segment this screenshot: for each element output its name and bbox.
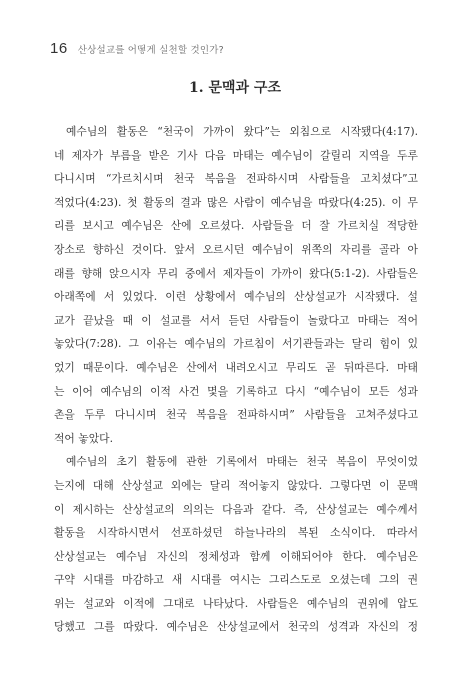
paragraph-1: [54, 120, 418, 450]
text-line: 촌을 두루 다니시며 천국 복음을 전파하시며” 사람들을 고쳐주셨다고: [54, 408, 418, 422]
text-line: 장소로 향하신 것이다. 앞서 오르시던 예수님이 위쪽의 자리를 골라 아: [54, 242, 418, 256]
text-line: 예수님의 활동은 “천국이 가까이 왔다”는 외침으로 시작됐다(4:17).: [66, 125, 418, 138]
text-line: 놓았다(7:28). 그 이유는 예수님의 가르침이 서기관들과는 달리 힘이 있: [54, 337, 418, 351]
text-line: 적었다(4:23). 첫 활동의 결과 많은 사람이 예수님을 따랐다(4:25). 이 무: [54, 195, 418, 209]
body-text: [54, 120, 418, 639]
text-line: 네 제자가 부름을 받은 기사 다음 마태는 예수님이 갈릴리 지역을 두루: [54, 148, 418, 162]
text-line: 산상설교는 예수님 자신의 정체성과 함께 이해되어야 한다. 예수님은: [54, 549, 418, 563]
section-title: 1. 문맥과 구조: [189, 80, 281, 96]
page-number: 16: [50, 40, 68, 57]
text-line: 었기 때문이다. 예수님은 산에서 내려오시고 무리도 곧 뒤따른다. 마태: [54, 360, 418, 374]
text-line: 는 이어 예수님의 이적 사건 몇을 기록하고 다시 “예수님이 모든 성과: [54, 384, 418, 398]
text-line: 예수님의 초기 활동에 관한 기록에서 마태는 천국 복음이 무엇이었: [66, 455, 418, 469]
text-line: 는지에 대해 산상설교 외에는 달리 적어놓지 않았다. 그렇다면 이 문맥: [54, 478, 418, 492]
text-line: 다니시며 “가르치시며 천국 복음을 전파하시며 사람들을 고치셨다”고: [54, 172, 418, 186]
text-line: 적어 놓았다.: [54, 431, 114, 445]
text-line: 활동을 시작하시면서 선포하셨던 하늘나라의 복된 소식이다. 따라서: [54, 526, 418, 540]
text-line: 래를 향해 앉으시자 무리 중에서 제자들이 가까이 왔다(5:1-2). 사람들은: [54, 266, 418, 280]
running-head: [50, 40, 224, 60]
text-line: 리를 보시고 예수님은 산에 오르셨다. 사람들을 더 잘 가르치실 적당한: [54, 219, 418, 233]
paragraph-2: [54, 450, 418, 639]
text-line: 구약 시대를 마감하고 새 시대를 여시는 그리스도로 오셨는데 그의 권: [54, 573, 418, 587]
text-line: 위는 설교와 이적에 그대로 나타났다. 사람들은 예수님의 권위에 압도: [54, 596, 418, 610]
text-line: 교가 끝났을 때 이 설교를 서서 듣던 사람들이 놀랐다고 마태는 적어: [54, 313, 418, 327]
text-line: 당했고 그를 따랐다. 예수님은 산상설교에서 천국의 성격과 자신의 정: [54, 620, 418, 634]
text-line: 이 제시하는 산상설교의 의의는 다음과 같다. 즉, 산상설교는 예수께서: [54, 502, 418, 516]
running-book-title: 산상설교를 어떻게 실천할 것인가?: [77, 45, 224, 56]
text-line: 아래쪽에 서 있었다. 이런 상황에서 예수님의 산상설교가 시작됐다. 설: [54, 290, 418, 304]
